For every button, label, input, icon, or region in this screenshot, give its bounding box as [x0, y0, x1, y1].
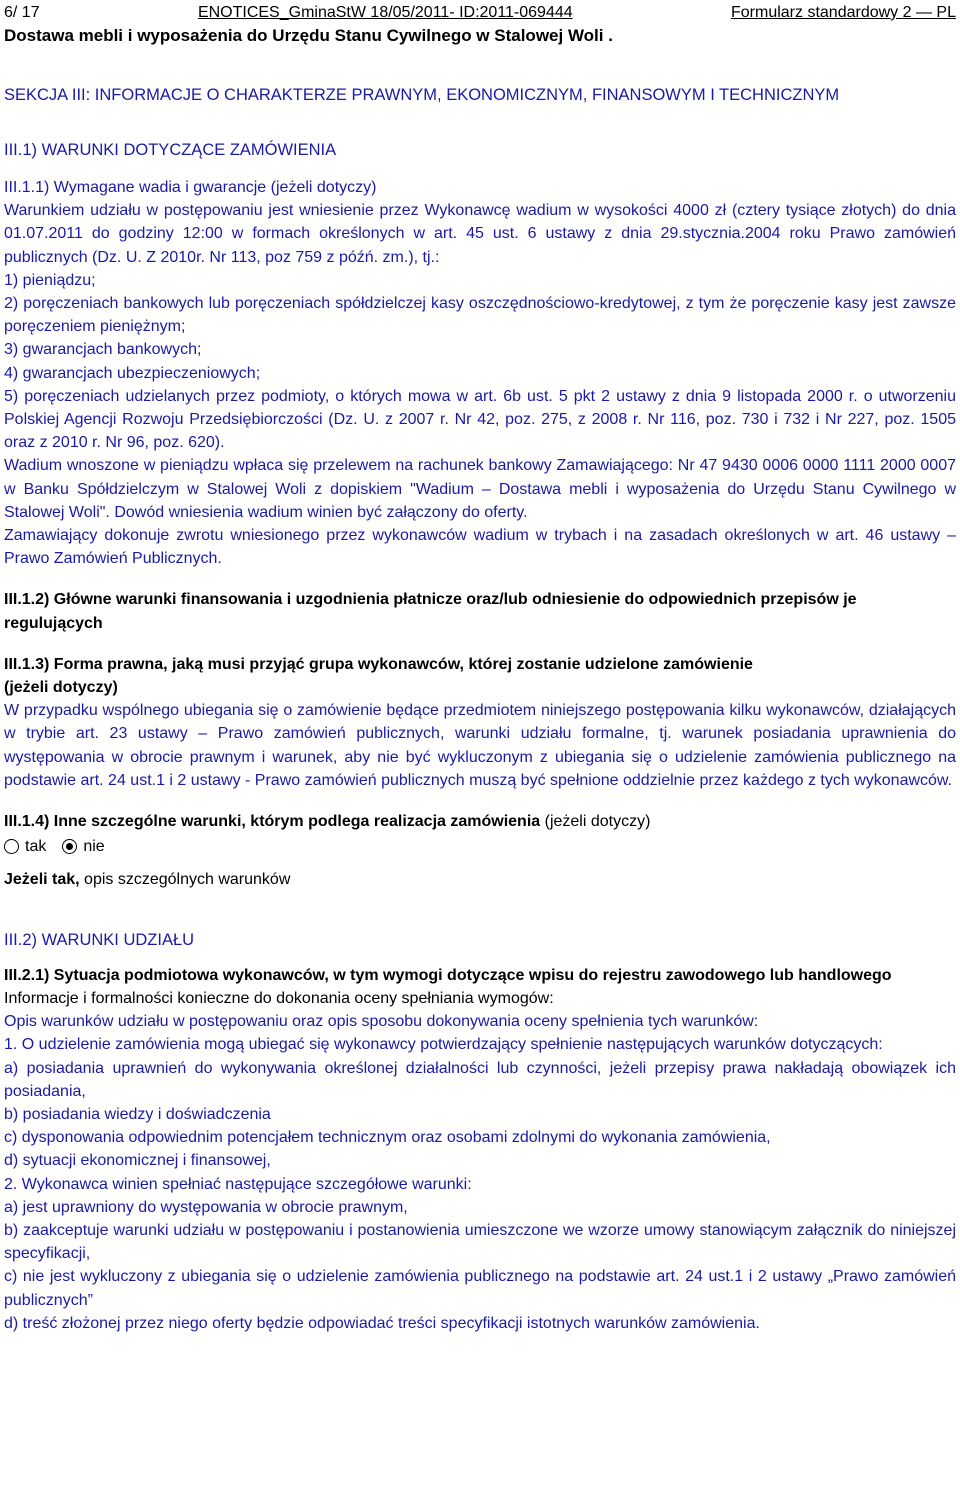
- list-item: c) nie jest wykluczony z ubiegania się o udzielenie zamówienia publicznego na podstawie art. 24 ust.1 i 2 ustawy „Prawo zamówień publicznych”: [4, 1268, 956, 1309]
- list-item: a) posiadania uprawnień do wykonywania określonej działalności lub czynności, jeżeli przepisy prawa nakładają obowiązek ich posiadania,: [4, 1059, 956, 1100]
- page-header: [4, 0, 956, 23]
- note-text: (jeżeli dotyczy): [270, 179, 377, 196]
- radio-group: [4, 835, 956, 858]
- subsection-3-1-2-heading: III.1.2) Główne warunki finansowania i uzgodnienia płatnicze oraz/lub odniesienie do odpowiednich przepisów je regulujących: [4, 591, 857, 632]
- subsection-3-2: III.2) WARUNKI UDZIAŁU: [4, 930, 195, 949]
- document-id: ENOTICES_GminaStW 18/05/2011- ID:2011-069444: [197, 4, 573, 21]
- radio-option-nie[interactable]: nie: [62, 835, 104, 858]
- wadium-forms-list: [4, 269, 956, 455]
- radio-selected-icon[interactable]: [62, 839, 77, 854]
- list-item: 2) poręczeniach bankowych lub poręczeniach spółdzielczej kasy oszczędnościowo-kredytowej, z tym że poręczenie kasy jest zawsze poręczeniem pieniężnym;: [4, 295, 956, 336]
- subsection-3-1: III.1) WARUNKI DOTYCZĄCE ZAMÓWIENIA: [4, 141, 337, 159]
- subsection-3-1-3-note: (jeżeli dotyczy): [4, 679, 118, 697]
- list-item: 1) pieniądzu;: [4, 271, 96, 289]
- subsection-3-2-1-heading: III.2.1) Sytuacja podmiotowa wykonawców, w tym wymogi dotyczące wpisu do rejestru zawodowego lub handlowego: [4, 966, 892, 984]
- subsection-3-1-3-heading: III.1.3) Forma prawna, jaką musi przyjąć grupa wykonawców, której zostanie udzielone zamówienie: [4, 655, 753, 673]
- subsection-3-1-3-body: W przypadku wspólnego ubiegania się o zamówienie będące przedmiotem niniejszego postępowania kilku wykonawców, działających w trybie art. 23 ustawy – Prawo zamówień publicznych, warunki udziału formalne, tj. warunek posiadania uprawnienia do występowania w obrocie prawnym i warunek, aby nie być wykluczonym z ubiegania się o udzielenie zamówienia publicznego na podstawie art. 24 ust.1 i 2 ustawy - Prawo zamówień publicznych muszą być spełnione oddzielnie przez każdego z tych wykonawców.: [4, 702, 956, 789]
- list-item: Opis warunków udziału w postępowaniu oraz opis sposobu dokonywania oceny spełnienia tych warunków:: [4, 1013, 759, 1031]
- list-item: b) posiadania wiedzy i doświadczenia: [4, 1105, 271, 1123]
- list-item: d) treść złożonej przez niego oferty będzie odpowiadać treści specyfikacji istotnych warunków zamówienia.: [4, 1314, 760, 1332]
- list-item: 1. O udzielenie zamówienia mogą ubiegać się wykonawcy potwierdzający spełnienie następujących warunków dotyczących:: [4, 1036, 883, 1054]
- document-title: Dostawa mebli i wyposażenia do Urzędu Stanu Cywilnego w Stalowej Woli .: [4, 26, 613, 45]
- subsection-3-2-1-info: Informacje i formalności konieczne do dokonania oceny spełniania wymogów:: [4, 989, 554, 1007]
- radio-option-tak[interactable]: tak: [4, 835, 46, 858]
- subsection-3-1-1-body: Warunkiem udziału w postępowaniu jest wniesienie przez Wykonawcę wadium w wysokości 4000 zł (cztery tysiące złotych) do dnia 01.07.2011 do godziny 12:00 w formach określonych w art. 45 ust. 6 ustawy z dnia 29.stycznia.2004 roku Prawo zamówień publicznych (Dz. U. Z 2010r. Nr 113, poz 759 z późń. zm.), tj.:: [4, 202, 956, 266]
- document-page: [4, 0, 956, 1335]
- list-item: d) sytuacji ekonomicznej i finansowej,: [4, 1152, 271, 1170]
- conditions-list: [4, 1010, 956, 1335]
- wadium-return: Zamawiający dokonuje zwrotu wniesionego przez wykonawców wadium w trybach i na zasadach określonych w art. 46 ustawy – Prawo Zamówień Publicznych.: [4, 527, 956, 568]
- list-item: 4) gwarancjach ubezpieczeniowych;: [4, 364, 261, 382]
- special-conditions-label: Jeżeli tak, opis szczególnych warunków: [4, 871, 291, 889]
- subsection-3-1-4-heading: III.1.4) Inne szczególne warunki, którym podlega realizacja zamówienia (jeżeli dotyczy): [4, 813, 651, 831]
- section-title: SEKCJA III: INFORMACJE O CHARAKTERZE PRAWNYM, EKONOMICZNYM, FINANSOWYM I TECHNICZNYM: [4, 86, 840, 104]
- page-number: 6/ 17: [4, 4, 40, 21]
- list-item: 2. Wykonawca winien spełniać następujące szczegółowe warunki:: [4, 1175, 472, 1193]
- form-name: Formularz standardowy 2 — PL: [731, 4, 956, 21]
- list-item: 3) gwarancjach bankowych;: [4, 341, 202, 359]
- list-item: 5) poręczeniach udzielanych przez podmioty, o których mowa w art. 6b ust. 5 pkt 2 ustawy z dnia 9 listopada 2000 r. o utworzeniu Polskiej Agencji Rozwoju Przedsiębiorczości (Dz. U. z 2007 r. Nr 42, poz. 275, z 2008 r. Nr 116, poz. 730 i 732 i Nr 227, poz. 1505 oraz z 2010 r. Nr 96, poz. 620).: [4, 387, 956, 452]
- list-item: b) zaakceptuje warunki udziału w postępowaniu i postanowienia umieszczone we wzorze umowy stanowiącym załącznik do niniejszej specyfikacji,: [4, 1221, 956, 1263]
- list-item: a) jest uprawniony do występowania w obrocie prawnym,: [4, 1198, 408, 1216]
- subsection-3-1-1-heading: III.1.1) Wymagane wadia i gwarancje (jeżeli dotyczy): [4, 179, 377, 196]
- list-item: c) dysponowania odpowiednim potencjałem technicznym oraz osobami zdolnymi do wykonania zamówienia,: [4, 1129, 771, 1147]
- radio-empty-icon[interactable]: [4, 839, 19, 854]
- wadium-payment: Wadium wnoszone w pieniądzu wpłaca się przelewem na rachunek bankowy Zamawiającego: Nr 47 9430 0006 0000 1111 2000 0007 w Banku Spółdzielczym w Stalowej Woli z dopiskiem "Wadium – Dostawa mebli i wyposażenia do Urzędu Stanu Cywilnego w Stalowej Woli". Dowód wniesienia wadium winien być załączony do oferty.: [4, 457, 956, 521]
